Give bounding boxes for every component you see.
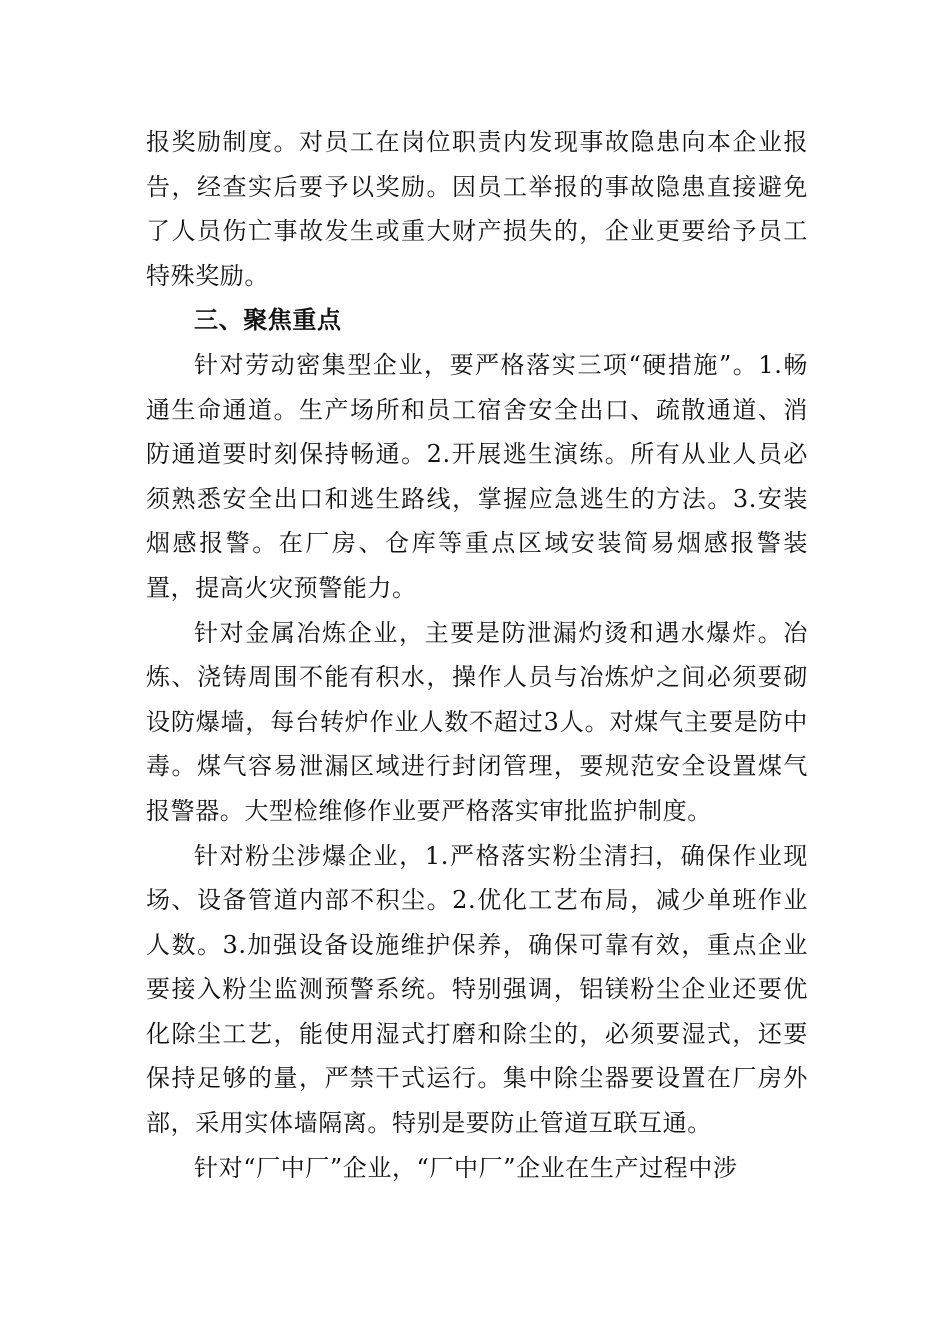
document-body xyxy=(146,120,808,1190)
paragraph-continued: 报奖励制度。对员工在岗位职责内发现事故隐患向本企业报告，经查实后要予以奖励。因员工举报的事故隐患直接避免了人员伤亡事故发生或重大财产损失的，企业更要给予员工特殊奖励。 xyxy=(146,128,808,290)
section-heading: 三、聚焦重点 xyxy=(194,306,342,335)
paragraph-metal-smelting: 针对金属冶炼企业，主要是防泄漏灼烫和遇水爆炸。冶炼、浇铸周围不能有积水，操作人员与冶炼炉之间必须要砌设防爆墙，每台转炉作业人数不超过3人。对煤气主要是防中毒。煤气容易泄漏区域进行封闭管理，要规范安全设置煤气报警器。大型检维修作业要严格落实审批监护制度。 xyxy=(146,618,808,825)
paragraph-labor-intensive: 针对劳动密集型企业，要严格落实三项“硬措施”。1.畅通生命通道。生产场所和员工宿舍安全出口、疏散通道、消防通道要时刻保持畅通。2.开展逃生演练。所有从业人员必须熟悉安全出口和逃生路线，掌握应急逃生的方法。3.安装烟感报警。在厂房、仓库等重点区域安装简易烟感报警装置，提高火灾预警能力。 xyxy=(146,350,808,602)
paragraph-dust-explosion: 针对粉尘涉爆企业，1.严格落实粉尘清扫，确保作业现场、设备管道内部不积尘。2.优化工艺布局，减少单班作业人数。3.加强设备设施维护保养，确保可靠有效，重点企业要接入粉尘监测预警系统。特别强调，铝镁粉尘企业还要优化除尘工艺，能使用湿式打磨和除尘的，必须要湿式，还要保持足够的量，严禁干式运行。集中除尘器要设置在厂房外部，采用实体墙隔离。特别是要防止管道互联互通。 xyxy=(146,841,808,1138)
paragraph-factory-in-factory: 针对“厂中厂”企业，“厂中厂”企业在生产过程中涉 xyxy=(194,1153,738,1182)
